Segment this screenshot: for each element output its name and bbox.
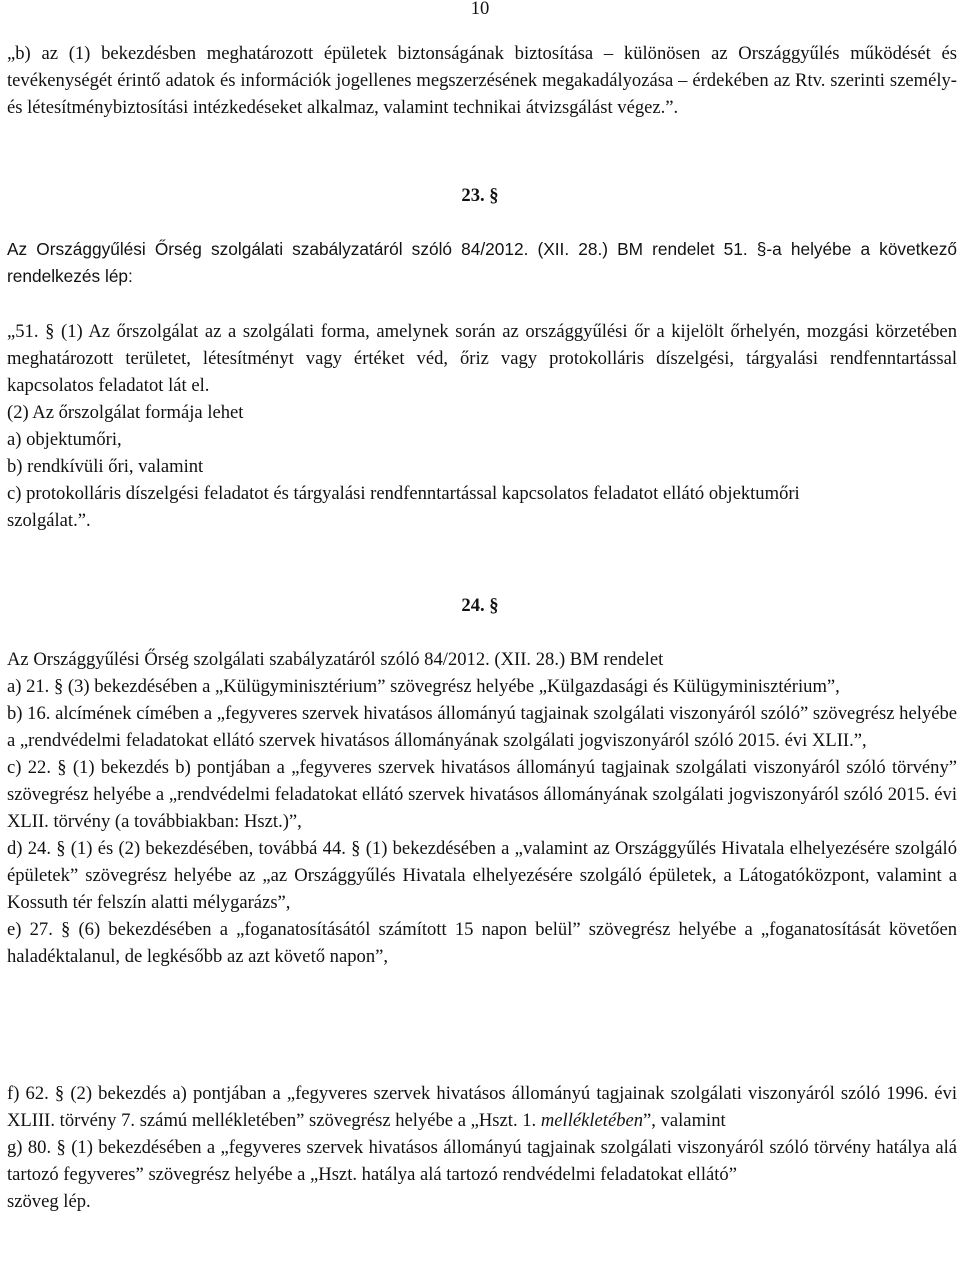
item-c: c) 22. § (1) bekezdés b) pontjában a „fegyveres szervek hivatásos állományú tagjainak szolgálati viszonyáról szóló törvény” szövegrész helyébe a „rendvédelmi feladatokat ellátó szervek hivatásos állományának szolgálati jogviszonyáról szóló 2015. évi XLII. törvény (a továbbiakban: Hszt.)”, bbox=[7, 757, 957, 832]
section-24-text bbox=[7, 646, 957, 970]
item-f-text: f) 62. § (2) bekezdés a) pontjában a „fegyveres szervek hivatásos állományú tagjainak szolgálati viszonyáról szóló 1996. évi XLIII. törvény 7. számú mellékletében” szövegrész helyébe a „Hszt. 1. bbox=[7, 1083, 957, 1131]
point-a: a) objektumőri, bbox=[7, 429, 122, 450]
page-number: 10 bbox=[470, 0, 490, 19]
item-f-tail: ”, valamint bbox=[643, 1110, 726, 1131]
item-g: g) 80. § (1) bekezdésében a „fegyveres szervek hivatásos állományú tagjainak szolgálati viszonyáról szóló törvény hatálya alá tartozó fegyveres” szövegrész helyébe a „Hszt. hatálya alá tartozó rendvédelmi feladatokat ellátó” bbox=[7, 1137, 957, 1185]
paragraph-51-2: (2) Az őrszolgálat formája lehet bbox=[7, 402, 244, 423]
paragraph-b-continuation bbox=[7, 40, 957, 121]
item-b: b) 16. alcímének címében a „fegyveres szervek hivatásos állományú tagjainak szolgálati viszonyáról szóló” szövegrész helyébe a „rendvédelmi feladatokat ellátó szervek hivatásos állományának szolgálati jogviszonyáról szóló 2015. évi XLII.”, bbox=[7, 703, 957, 751]
intro-text: Az Országgyűlési Őrség szolgálati szabályzatáról szóló 84/2012. (XII. 28.) BM rendelet 51. §-a helyébe a következő rendelkezés lép: bbox=[7, 239, 957, 286]
paragraph-51-end: szolgálat.”. bbox=[7, 510, 91, 531]
section-23-intro bbox=[7, 236, 957, 290]
section-23-heading: 23. § bbox=[461, 185, 499, 206]
section-24-heading: 24. § bbox=[461, 595, 499, 616]
point-c: c) protokolláris díszelgési feladatot és tárgyalási rendfenntartással kapcsolatos feladatot ellátó objektumőri bbox=[7, 483, 800, 504]
final-line: szöveg lép. bbox=[7, 1191, 91, 1212]
paragraph-51-1: „51. § (1) Az őrszolgálat az a szolgálati forma, amelynek során az országgyűlési őr a kijelölt őrhelyén, mozgási körzetében meghatározott területet, létesítményt vagy értéket véd, őriz vagy protokolláris díszelgési, tárgyalási rendfenntartással kapcsolatos feladatot lát el. bbox=[7, 321, 957, 396]
item-e: e) 27. § (6) bekezdésében a „foganatosításától számított 15 napon belül” szövegrész helyébe a „foganatosítását követően haladéktalanul, de legkésőbb az azt követő napon”, bbox=[7, 919, 957, 967]
item-f-italic: mellékletében bbox=[540, 1110, 644, 1131]
section-24-intro: Az Országgyűlési Őrség szolgálati szabályzatáról szóló 84/2012. (XII. 28.) BM rendelet bbox=[7, 649, 664, 670]
section-51-text bbox=[7, 318, 957, 534]
item-d: d) 24. § (1) és (2) bekezdésében, továbbá 44. § (1) bekezdésében a „valamint az Országgyűlés Hivatala elhelyezésére szolgáló épületek” szövegrész helyébe az „az Országgyűlés Hivatala elhelyezésére szolgáló épületek, a Látogatóközpont, valamint a Kossuth tér felszín alatti mélygarázs”, bbox=[7, 838, 957, 913]
point-b: b) rendkívüli őri, valamint bbox=[7, 456, 204, 477]
item-f bbox=[7, 1080, 957, 1134]
item-a: a) 21. § (3) bekezdésében a „Külügyminisztérium” szövegrész helyébe „Külgazdasági és Külügyminisztérium”, bbox=[7, 676, 840, 697]
section-24-text-continued bbox=[7, 1080, 957, 1215]
paragraph-text: „b) az (1) bekezdésben meghatározott épületek biztonságának biztosítása – különösen az Országgyűlés működését és tevékenységét érintő adatok és információk jogellenes megszerzésének megakadályozása – érdekében az Rtv. szerinti személy- és létesítménybiztosítási intézkedéseket alkalmaz, valamint technikai átvizsgálást végez.”. bbox=[7, 43, 957, 118]
